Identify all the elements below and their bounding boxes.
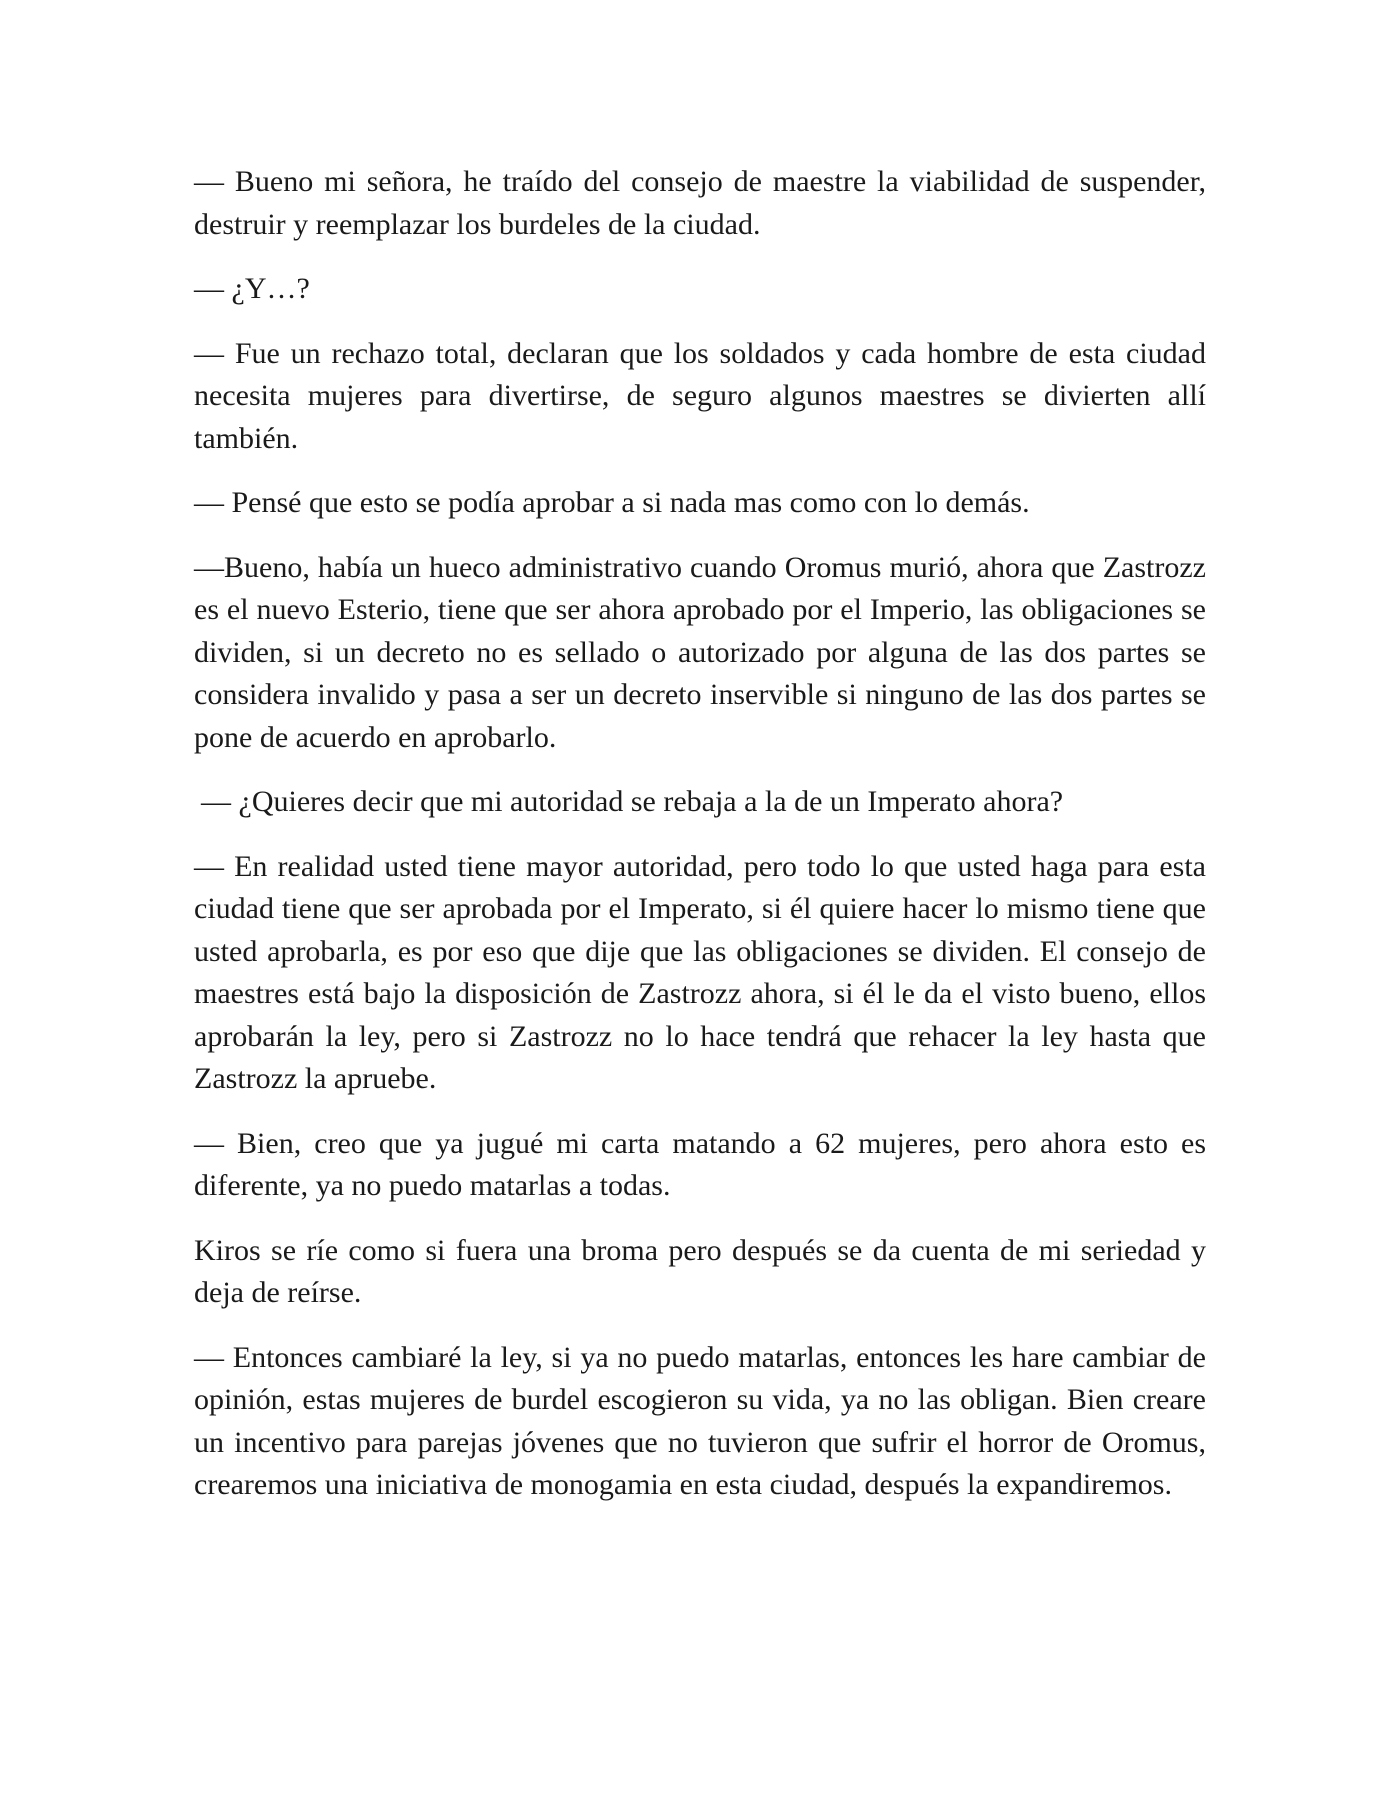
paragraph: — Bien, creo que ya jugué mi carta matando a 62 mujeres, pero ahora esto es diferente, ya no puedo matarlas a todas. [194,1126,1206,1202]
paragraph: — En realidad usted tiene mayor autoridad, pero todo lo que usted haga para esta ciudad tiene que ser aprobada por el Imperato, si él quiere hacer lo mismo tiene que usted aprobarla, es por eso que dije que las obligaciones se dividen. El consejo de maestres está bajo la disposición de Zastrozz ahora, si él le da el visto bueno, ellos aprobarán la ley, pero si Zastrozz no lo hace tendrá que rehacer la ley hasta que Zastrozz la apruebe. [194,849,1206,1095]
paragraph: — ¿Quieres decir que mi autoridad se rebaja a la de un Imperato ahora? [201,785,1064,818]
document-page [194,161,1206,1529]
paragraph: Kiros se ríe como si fuera una broma pero después se da cuenta de mi seriedad y deja de reírse. [194,1233,1206,1309]
paragraph: —Bueno, había un hueco administrativo cuando Oromus murió, ahora que Zastrozz es el nuevo Esterio, tiene que ser ahora aprobado por el Imperio, las obligaciones se dividen, si un decreto no es sellado o autorizado por alguna de las dos partes se considera invalido y pasa a ser un decreto inservible si ninguno de las dos partes se pone de acuerdo en aprobarlo. [194,550,1206,754]
paragraph: — ¿Y…? [194,272,310,305]
paragraph: — Fue un rechazo total, declaran que los soldados y cada hombre de esta ciudad necesita mujeres para divertirse, de seguro algunos maestres se divierten allí también. [194,336,1206,455]
paragraph: — Bueno mi señora, he traído del consejo de maestre la viabilidad de suspender, destruir y reemplazar los burdeles de la ciudad. [194,165,1206,241]
paragraph: — Pensé que esto se podía aprobar a si nada mas como con lo demás. [194,486,1030,519]
paragraph: — Entonces cambiaré la ley, si ya no puedo matarlas, entonces les hare cambiar de opinión, estas mujeres de burdel escogieron su vida, ya no las obligan. Bien creare un incentivo para parejas jóvenes que no tuvieron que sufrir el horror de Oromus, crearemos una iniciativa de monogamia en esta ciudad, después la expandiremos. [194,1340,1206,1501]
